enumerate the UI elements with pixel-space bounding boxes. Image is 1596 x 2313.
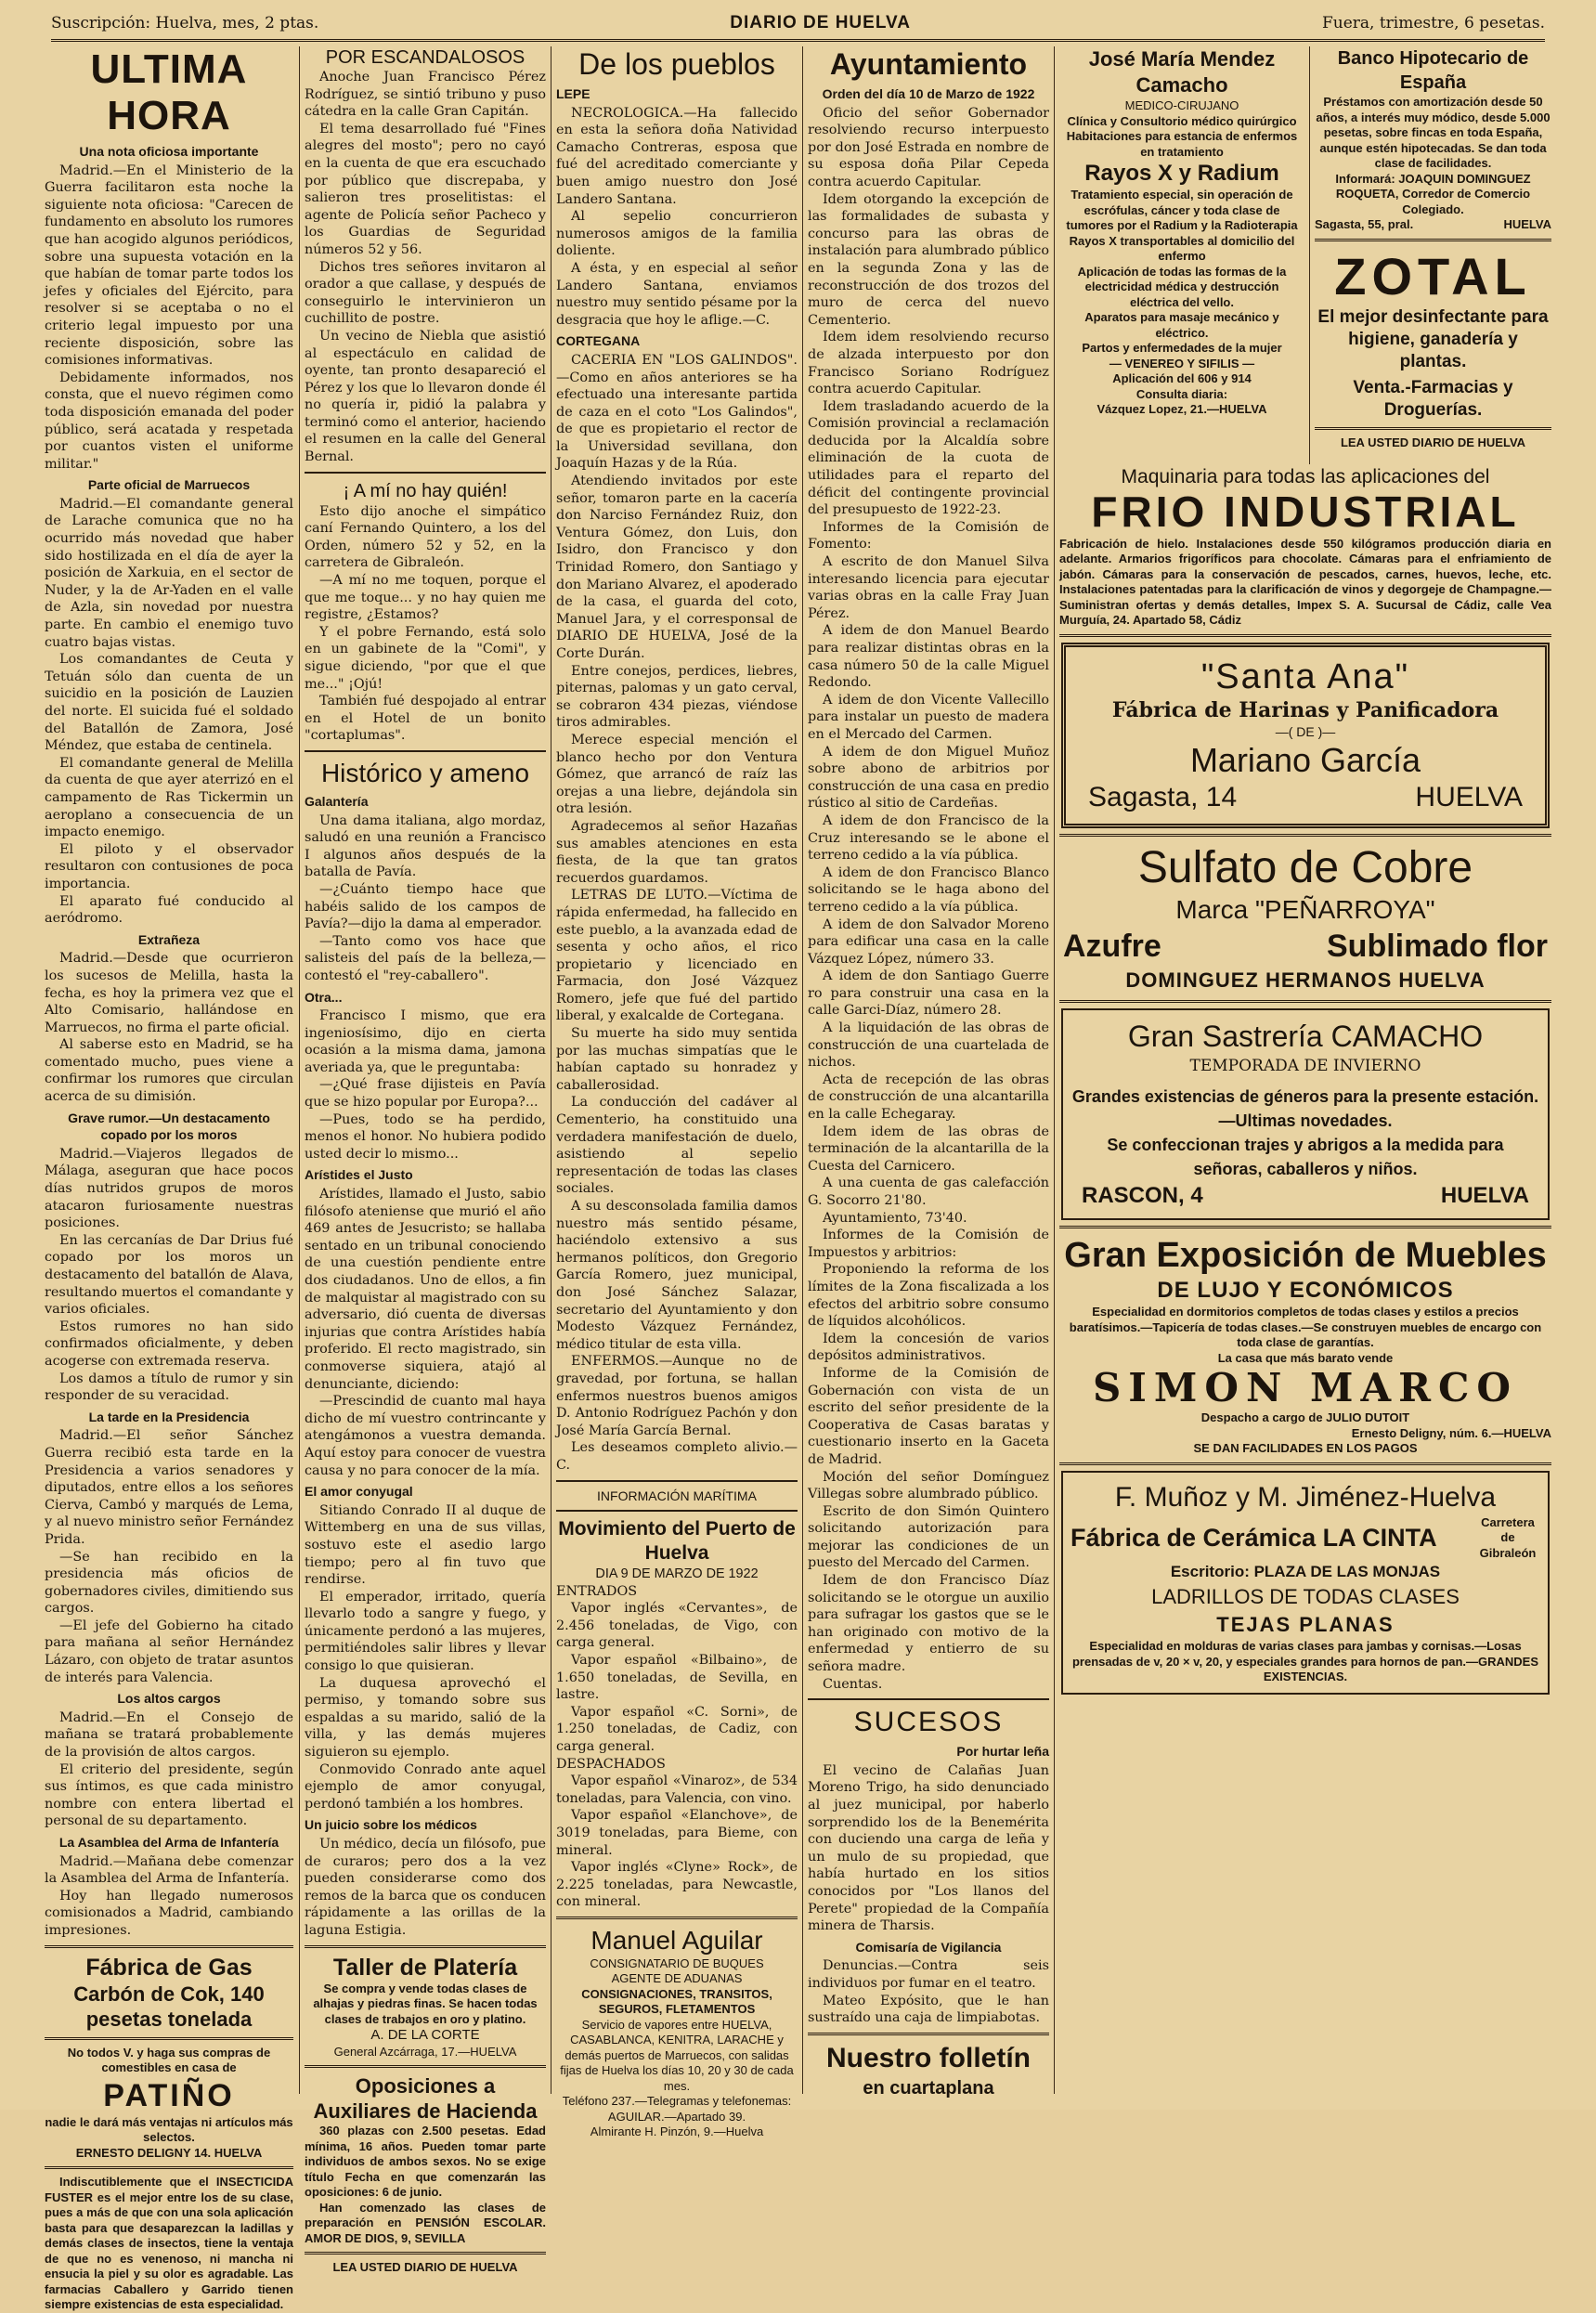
column-6-top (1315, 46, 1551, 455)
ad-ceramica-tejas: TEJAS PLANAS (1216, 1613, 1395, 1637)
section-title: SUCESOS (853, 1707, 1004, 1738)
ad-santa-ana-address: Sagasta, 14 (1088, 782, 1238, 813)
ad-patino-intro: No todos V. y haga sus compras de comestibles en casa de (67, 2045, 271, 2075)
ad-muebles-sub: DE LUJO Y ECONÓMICOS (1157, 1278, 1454, 1304)
article-paragraph: El comandante general de Melilla da cuenta de que ayer aterrizó en el campamento de Ras Tickermin un aeroplano a consecuencia de un impacto enemigo. (45, 755, 293, 840)
article-paragraph: Debidamente informados, nos consta, que el nuevo régimen como toda disposición emanada del poder público, será acatada y respetada por cuantos visten el uniforme militar." (45, 370, 293, 472)
article-paragraph: —A mí no me toquen, porque el que me toque... y no hay quien me registre, ¿Estamos? (305, 573, 546, 623)
article-paragraph: Idem trasladando acuerdo de la Comisión provincial a reclamación deducida por la Alcaldía sobre eliminación de la cuota de utilidades para el reparto del déficit del contingente provincial del presupuesto de 1922-23. (808, 398, 1049, 518)
ad-patino-address: ERNESTO DELIGNY 14. HUELVA (75, 2145, 263, 2160)
ad-mendez-line: Habitaciones para estancia de enfermos en tratamiento (1066, 129, 1298, 159)
article-paragraph: Madrid.—En el Ministerio de la Guerra facilitaron esta noche la siguiente nota oficiosa: "Carecen de fundamento en absoluto los rumores que han acogido algunos periódicos, sobre una supuesta votación en la que habían de tomar parte todos los jefes y oficiales del Ejército, para resolver si se aceptaba o no el criterio legal impuesto por una reciente disposición, sobre las comisiones informativas. (45, 162, 293, 369)
ad-aguilar-tel: Teléfono 237.—Telegramas y telefonemas: AGUILAR.—Apartado 39. (562, 2094, 792, 2124)
ad-ceramica-office: Escritorio: PLAZA DE LAS MONJAS (1170, 1563, 1441, 1581)
ad-santa-ana-owner: Mariano García (1189, 741, 1421, 780)
ad-zotal-body: El mejor desinfectante para higiene, ganadería y plantas. (1317, 306, 1549, 371)
ad-mendez-line: — VENEREO Y SIFILIS — (1109, 356, 1255, 370)
ad-ceramica (1061, 1471, 1550, 1695)
ad-patino-name: PATIÑO (103, 2077, 235, 2113)
ad-banco-body: Préstamos con amortización desde 50 años, a interés muy módico, desde 5.000 pesetas, sobre fincas en toda España, aunque estén hipotecadas. Se dan toda clase de facilidades. (1316, 95, 1551, 170)
ad-muebles-line: Ernesto Deligny, núm. 6.—HUELVA (1351, 1425, 1551, 1440)
ad-camacho-season: TEMPORADA DE INVIERNO (1189, 1057, 1421, 1076)
column-5-top (1059, 46, 1304, 455)
subheading: Arístides el Justo (305, 1167, 413, 1183)
column-1 (45, 46, 293, 2312)
footer-lea-usted: LEA USTED DIARIO DE HUELVA (332, 2260, 518, 2275)
ad-muebles-line: SE DAN FACILIDADES EN LOS PAGOS (1193, 1441, 1418, 1456)
article-paragraph: Proponiendo la reforma de los límites de la Zona fiscalizada a los efectos del arbitrio sobre consumo de líquidos alcohólicos. (808, 1262, 1049, 1330)
article-paragraph: —Pues, todo se ha perdido, menos el honor. No hubiera podido usted decir lo mismo... (305, 1111, 546, 1162)
port-entry: Vapor inglés «Cervantes», de 2.456 toneladas, de Vigo, con carga general. (556, 1601, 798, 1651)
column-4 (808, 46, 1049, 2099)
column-2 (305, 46, 546, 2275)
subheading: Otra... (305, 989, 343, 1005)
article-paragraph: Idem idem de las obras de terminación de la alcantarilla de la Cuesta del Carnicero. (808, 1124, 1049, 1174)
article-title: POR ESCANDALOSOS (325, 47, 526, 68)
article-paragraph: Idem de don Francisco Díaz solicitando se le otorgue un auxilio para sufragar los gastos que se le han originado con motivo de la enfermedad y entierro de su señora madre. (808, 1573, 1049, 1675)
article-paragraph: A escrito de don Manuel Silva interesando licencia para ejecutar varias obras en la calle Fray Juan Pérez. (808, 554, 1049, 621)
masthead (51, 7, 1545, 42)
subheading: Orden del día 10 de Marzo de 1922 (822, 86, 1035, 101)
right-ads-block (1059, 466, 1551, 2094)
ad-oposiciones-body2: Han comenzado las clases de preparación en PENSIÓN ESCOLAR. AMOR DE DIOS, 9, SEVILLA (305, 2200, 546, 2245)
section-title: Histórico y ameno (320, 758, 530, 787)
article-paragraph: Merece especial mención el blanco hecho por don Ventura Gómez, que arrancó de raíz las orejas a una liebre, dejándola sin otra lesión. (556, 732, 798, 817)
article-paragraph: Ayuntamiento, 73'40. (823, 1210, 967, 1226)
port-title: Movimiento del Puerto de Huelva (558, 1518, 796, 1565)
article-paragraph: Madrid.—Viajeros llegados de Málaga, aseguran que hace pocos días nutridos grupos de moros atacaron furiosamente nuestras posiciones. (45, 1146, 293, 1231)
ad-sulfato-sublimado: Sublimado flor (1327, 929, 1548, 965)
ad-santa-ana-city: HUELVA (1415, 782, 1523, 813)
ad-mendez-name: José María Mendez Camacho (1088, 47, 1276, 97)
ad-mendez-line: Aplicación del 606 y 914 (1112, 371, 1252, 385)
article-paragraph: El criterio del presidente, según sus íntimos, es que cada ministro nombre con entera libertad el personal de su departamento. (45, 1761, 293, 1829)
article-paragraph: —Se han recibido en la presidencia más oficios de gobernadores civiles, dimitiendo sus cargos. (45, 1549, 293, 1617)
ad-mendez-line: MEDICO-CIRUJANO (1124, 98, 1239, 112)
article-paragraph: En las cercanías de Dar Drius fué copado por los moros un destacamento del batallón de Alava, resultando muertos el comandante y varios oficiales. (45, 1232, 293, 1318)
ad-santa-ana-name: "Santa Ana" (1200, 656, 1410, 696)
section-title: Ayuntamiento (829, 47, 1028, 81)
article-paragraph: Arístides, llamado el Justo, sabio filósofo ateniense que murió el año 469 antes de Jesucristo; se hallaba sentado en un tribunal conociendo de una cuestión pendiente entre dos ciudadanos. Uno de ellos, a fin de malquistar al magistrado con su adversario, dió cuenta de diversas injurias que contra Arístides había proferido. El recto magistrado, sin conmoverse siquiera, atajó al denunciante, diciendo: (305, 1187, 546, 1392)
article-paragraph: Dichos tres señores invitaron al orador a que callase, y después de conseguirlo le intervinieron un cuchillito de postre. (305, 259, 546, 327)
ad-sulfato-azufre: Azufre (1063, 929, 1161, 965)
subheading: Un juicio sobre los médicos (305, 1817, 477, 1833)
ad-mendez-line: Aparatos para masaje mecánico y eléctrico. (1084, 310, 1279, 340)
ad-aguilar-line: AGENTE DE ADUANAS (611, 1971, 743, 1986)
article-paragraph: Sitiando Conrado II al duque de Wittemberg en una de sus villas, sostuvo este el asedio largo tiempo; pero al fin tuvo que rendirse. (305, 1502, 546, 1588)
article-title: ¡ A mí no hay quién! (343, 480, 508, 501)
port-entry: Vapor español «C. Sorni», de 1.250 toneladas, de Cadiz, con carga general. (556, 1704, 798, 1755)
article-paragraph: A idem de don Francisco Blanco solicitando se le haga abono del terreno cedido a la vía pública. (808, 864, 1049, 915)
column-3 (556, 46, 798, 2139)
ad-oposiciones-title: Oposiciones a Auxiliares de Hacienda (313, 2074, 538, 2124)
ad-camacho (1061, 1008, 1550, 1220)
subscription-local: Suscripción: Huelva, mes, 2 ptas. (51, 14, 319, 32)
ad-folletin-sub: en cuartaplana (863, 2077, 994, 2099)
ad-plateria-title: Taller de Platería (332, 1954, 518, 1981)
ad-santa-ana-line: Fábrica de Harinas y Panificadora (1111, 697, 1499, 722)
port-entry: Vapor español «Vinaroz», de 534 toneladas, para Valencia, con vino. (556, 1774, 798, 1806)
article-paragraph: Madrid.—En el Consejo de mañana se tratará probablemente de la provisión de altos cargos. (45, 1709, 293, 1761)
article-paragraph: Los damos a título de rumor y sin responder de su veracidad. (45, 1371, 293, 1404)
subheading: Por hurtar leña (956, 1744, 1049, 1760)
ad-banco-address: Sagasta, 55, pral. (1315, 217, 1414, 231)
article-paragraph: Al sepelio concurrieron numerosos amigos de la familia doliente. (556, 209, 798, 259)
article-paragraph: Madrid.—Desde que ocurrieron los sucesos de Melilla, hasta la fecha, es hoy la primera vez que el Alto Comisario, hallándose en Marruecos, no firma el parte oficial. (45, 951, 293, 1035)
port-heading: ENTRADOS (556, 1583, 638, 1599)
article-paragraph: El piloto y el observador resultaron con contusiones de poca importancia. (45, 841, 293, 891)
ad-zotal-body2: Venta.-Farmacias y Droguerías. (1353, 377, 1513, 420)
section-title: De los pueblos (578, 47, 775, 81)
ad-camacho-address: RASCON, 4 (1082, 1183, 1203, 1209)
ad-camacho-title: Gran Sastrería CAMACHO (1127, 1020, 1484, 1054)
article-paragraph: —¿Qué frase dijisteis en Pavía que se hizo popular por Europa?... (305, 1077, 546, 1111)
section-heading: INFORMACIÓN MARÍTIMA (597, 1488, 757, 1503)
ad-muebles-line: Despacho a cargo de JULIO DUTOIT (1200, 1410, 1410, 1425)
ad-patino-body: nadie le dará más ventajas ni artículos más selectos. (45, 2114, 293, 2145)
article-paragraph: También fué despojado al entrar en el Hotel de un bonito "cortaplumas". (305, 694, 546, 744)
article-paragraph: Informe de la Comisión de Gobernación con vista de un escrito del señor presidente de la Cooperativa de Casas baratas y cuestionario inserto en la Gaceta de Madrid. (808, 1365, 1049, 1467)
article-paragraph: Madrid.—El señor Sánchez Guerra recibió esta tarde en la Presidencia a varios senadores y diputados, entre ellos a los señores Cierva, Cambó y marqués de Lema, y al nuevo ministro señor Fernández Prida. (45, 1428, 293, 1547)
ad-plateria-body: Se compra y vende todas clases de alhajas y piedras finas. Se hacen todas clases de trabajos en oro y platino. (313, 1981, 538, 2026)
subheading: Parte oficial de Marruecos (87, 477, 251, 493)
ad-santa-ana (1061, 643, 1550, 829)
ad-frio-big: FRIO INDUSTRIAL (1091, 487, 1520, 536)
article-paragraph: A la liquidación de las obras de construcción de una cuartelada de nichos. (808, 1020, 1049, 1071)
ad-ceramica-factory: Fábrica de Cerámica LA CINTA (1070, 1524, 1437, 1553)
article-paragraph: Entre conejos, perdices, liebres, piternas, palomas y un gato cerval, se cobraron 434 piezas, viéndose tiros admirables. (556, 663, 798, 731)
ad-aguilar-body: Servicio de vapores entre HUELVA, CASABLANCA, KENITRA, LARACHE y demás puertos de Marruecos, con salidas fijas de Huelva los días 10, 20 y 30 de cada mes. (560, 2017, 794, 2093)
article-paragraph: Madrid.—El comandante general de Larache comunica que no ha ocurrido más novedad que haber sido hostilizada en el día de ayer la posición de Xarkuia, en el sector de Nuder, y la de Ar-Yaden en el valle de Azla, sin novedad por nuestra parte. En cambio el enemigo tuvo cuatro bajas vistas. (45, 496, 293, 650)
article-paragraph: La conducción del cadáver al Cementerio, ha constituido una verdadera manifestación de duelo, asistiendo al sepelio representación de todas las clases sociales. (556, 1095, 798, 1197)
port-heading: DESPACHADOS (556, 1756, 666, 1772)
article-paragraph: El vecino de Calañas Juan Moreno Trigo, ha sido denunciado al juez municipal, por haberlo sorprendido los de la Benemérita con duciendo una carga de leña y un mulo de su propiedad, que había hurtado en los sitios conocidos por "Los llanos del Perete" propiedad de la Compañía minera de Tharsis. (808, 1762, 1049, 1934)
article-paragraph: A idem de don Miguel Muñoz sobre abono de arbitrios por construcción de una casa en predio rústico al sitio de Cardeñas. (808, 744, 1049, 812)
ad-ceramica-road: Carretera de Gibraleón (1479, 1514, 1537, 1560)
ad-gas-body: Carbón de Cok, 140 pesetas tonelada (73, 1982, 265, 2031)
article-paragraph: Escrito de don Simón Quintero solicitando autorización para mejorar las condiciones de un puesto del Mercado del Carmen. (808, 1503, 1049, 1571)
article-paragraph: ENFERMOS.—Aunque no de gravedad, por fortuna, se hallan enfermos nuestros buenos amigos D. Antonio Rodríguez Pachón y don José María García Bernal. (556, 1354, 798, 1438)
article-paragraph: —Tanto como vos hace que salisteis del país de la belleza,—contestó el "rey-caballero". (305, 933, 546, 983)
port-entry: Vapor español «Elanchove», de 3019 toneladas, para Bieme, con mineral. (556, 1808, 798, 1858)
newspaper-title: DIARIO DE HUELVA (730, 13, 911, 32)
article-paragraph: Conmovido Conrado ante aquel ejemplo de amor conyugal, perdonó también a los hombres. (305, 1761, 546, 1812)
ad-plateria-name: A. DE LA CORTE (370, 2027, 480, 2044)
ad-ceramica-body: Especialidad en molduras de varias clases para jambas y cornisas.—Losas prensadas de v, 20 × v, 20, y especiales grandes para hornos de pan.—GRANDES EXISTENCIAS. (1071, 1639, 1539, 1684)
article-paragraph: Un médico, decía un filósofo, pue de curaros; pero dos a la vez pueden considerarse como dos remos de la barca que os conducen rápidamente a las orillas de la laguna Estigia. (305, 1837, 546, 1938)
ad-sulfato-sellers: DOMINGUEZ HERMANOS HUELVA (1125, 968, 1486, 993)
ad-banco-title: Banco Hipotecario de España (1337, 48, 1529, 93)
article-paragraph: A su desconsolada familia damos nuestro más sentido pésame, haciéndolo extensivo a sus hermanos políticos, don Gregorio García Romero, juez municipal, don José Sánchez Salazar, secretario del Ayuntamiento y don Modesto Vázquez Fernández, médico titular de esta villa. (556, 1199, 798, 1352)
article-paragraph: Agradecemos al señor Hazañas sus amables atenciones en esta fiesta, de la que tan gratos recuerdos guardamos. (556, 818, 798, 886)
article-paragraph: Cuentas. (823, 1676, 883, 1692)
article-paragraph: Denuncias.—Contra seis individuos por fumar en el teatro. (808, 1958, 1049, 1991)
article-paragraph: A idem de don Santiago Guerre ro para construir una casa en la calle Garci-Díaz, número 28. (808, 968, 1049, 1019)
subscription-outside: Fuera, trimestre, 6 pesetas. (1321, 14, 1545, 32)
article-paragraph: Madrid.—Mañana debe comenzar la Asamblea del Arma de Infantería. (45, 1853, 293, 1887)
ad-frio-body: Fabricación de hielo. Instalaciones desde 550 kilógramos producción diaria en adelante. Armarios frigoríficos para chocolate. Cámaras para el enfriamiento de jabón. Cámaras para la conservación de pescados, carnes, huevos, leche, etc. Instalaciones patentadas para la clarificación de vinos y degorgeje de Champagne.—Suministran ofertas y demás detalles, Impex S. A. Sucursal de Cádiz, calle Vea Murguía, 24. Apartado 58, Cádiz (1059, 536, 1551, 628)
article-paragraph: Idem otorgando la excepción de las formalidades de subasta y concurso para las obras de instalación para alumbrado público en la segunda Zona y las de reconstrucción de dos trozos del muro de cerca del nuevo Cementerio. (808, 191, 1049, 328)
article-paragraph: —Prescindid de cuanto mal haya dicho de mí vuestro contrincante y atengámonos a vuestra demanda. Aquí estoy para conocer de vuestra causa y no para conocer de la mía. (305, 1394, 546, 1478)
ad-mendez-line: Tratamiento especial, sin operación de escrófulas, cáncer y toda clase de tumores por el Radium y la Radioterapia (1066, 188, 1298, 232)
ad-mendez-line: Vázquez Lopez, 21.—HUELVA (1096, 402, 1267, 416)
subheading: La Asamblea del Arma de Infantería (58, 1835, 279, 1850)
ad-mendez-rayos: Rayos X y Radium (1084, 161, 1279, 186)
ad-plateria-address: General Azcárraga, 17.—HUELVA (333, 2044, 517, 2059)
article-paragraph: Idem idem resolviendo recurso de alzada interpuesto por don Francisco Soriano Rodríguez contra acuerdo Capitular. (808, 330, 1049, 397)
ad-muebles-body: Especialidad en dormitorios completos de todas clases y estilos a precios baratísimos.—Tapicería de todas clases.—Se construyen muebles de encargo con toda clase de garantías. (1069, 1305, 1542, 1350)
subheading: Galantería (305, 793, 369, 809)
article-paragraph: Atendiendo invitados por este señor, tomaron parte en la cacería don Narciso Fernández Ruiz, don Ventura Gómez, don Luis, don Isidro, don Francisco y don Trinidad Romero, don Santiago y don Mariano Alvarez, el apoderado de la casa, el guarda del coto, Manuel Jara, y el corresponsal de DIARIO DE HUELVA, José de la Corte Durán. (556, 474, 798, 661)
article-paragraph: Les deseamos completo alivio.—C. (556, 1440, 798, 1473)
ad-mendez-line: Rayos X transportables al domicilio del enfermo (1069, 233, 1295, 263)
ad-gas-title: Fábrica de Gas (85, 1954, 253, 1981)
article-paragraph: LETRAS DE LUTO.—Víctima de rápida enfermedad, ha fallecido en este pueblo, a la avanzada edad de sesenta y ocho años, el rico propietario y licenciado en Farmacia, don José Vázquez Romero, jefe que fué del partido liberal, y exalcalde de Cortegana. (556, 888, 798, 1024)
port-entry: Vapor español «Bilbaino», de 1.650 toneladas, de Sevilla, en lastre. (556, 1653, 798, 1703)
article-paragraph: NECROLOGICA.—Ha fallecido en esta la señora doña Natividad Camacho Contreras, esposa que fué del acreditado comerciante y buen amigo nuestro don José Landero Santana. (556, 105, 798, 207)
ad-muebles-brand: SIMON MARCO (1092, 1365, 1519, 1411)
ad-banco-info: Informará: JOAQUIN DOMINGUEZ ROQUETA, Corredor de Comercio Colegiado. (1335, 171, 1531, 216)
ad-camacho-body2: Se confeccionan trajes y abrigos a la medida para señoras, caballeros y niños. (1107, 1136, 1504, 1179)
subheading: El amor conyugal (305, 1484, 413, 1500)
ad-camacho-city: HUELVA (1440, 1183, 1529, 1209)
port-entry: Vapor inglés «Clyne» Rock», de 2.225 toneladas, para Newcastle, con mineral. (556, 1860, 798, 1910)
ad-oposiciones-body: 360 plazas con 2.500 pesetas. Edad mínima, 16 años. Pueden tomar parte individuos de ambos sexos. No se exige título Fecha en que comenzarán las oposiciones: 6 de junio. (305, 2124, 546, 2200)
ad-sulfato-brand: Marca "PEÑARROYA" (1175, 895, 1435, 925)
ad-banco-city: HUELVA (1503, 217, 1551, 231)
footer-lea-usted: LEA USTED DIARIO DE HUELVA (1340, 435, 1526, 449)
article-paragraph: Estos rumores no han sido confirmados oficialmente, y deben acogerse con extremada reserva. (45, 1319, 293, 1369)
article-paragraph: Y el pobre Fernando, está solo en un gabinete de la "Comi", y sigue diciendo, "por que el que me..." ¡Ojú! (305, 624, 546, 692)
article-paragraph: —El jefe del Gobierno ha citado para mañana al señor Hernández Lázaro, con objeto de tratar asuntos de interés para Valencia. (45, 1618, 293, 1685)
ad-sulfato-title: Sulfato de Cobre (1137, 843, 1473, 893)
port-date: DIA 9 DE MARZO DE 1922 (595, 1566, 759, 1582)
article-paragraph: Mateo Expósito, que le han sustraído una caja de limpiabotas. (808, 1993, 1049, 2026)
article-paragraph: Idem la concesión de varios depósitos administrativos. (808, 1331, 1049, 1364)
town-heading: CORTEGANA (556, 333, 641, 349)
ad-insecticida: Indiscutiblemente que el INSECTICIDA FUSTER es el mejor entre los de su clase, pues a más de que con una sola aplicación basta para que desaparezcan la ladillas y demás clases de insectos, tiene la ventaja de que no es venenoso, ni mancha ni ensucia la piel y su olor es agradable. Las farmacias Caballero y Garrido tienen siempre existencias de esta especialidad. (45, 2175, 293, 2312)
ad-mendez-line: Aplicación de todas las formas de la electricidad médica y destrucción eléctrica del vello. (1077, 264, 1287, 309)
article-paragraph: A idem de don Salvador Moreno para edificar una casa en la calle Vázquez López, número 33. (808, 916, 1049, 967)
ad-mendez-line: Consulta diaria: (1135, 386, 1228, 401)
article-paragraph: Los comandantes de Ceuta y Tetuán sólo dan cuenta de un suicidio en la posición de Lauzien del norte. El suicida fué el soldado del Batallón de Zamora, José Méndez, que estaba de centinela. (45, 652, 293, 754)
ad-ceramica-ladrillos: LADRILLOS DE TODAS CLASES (1151, 1585, 1460, 1609)
subheading: Extrañeza (137, 931, 201, 947)
article-paragraph: Anoche Juan Francisco Pérez Rodríguez, se sintió tribuno y puso cátedra en la calle Gran Capitán. (305, 70, 546, 120)
article-paragraph: Moción del señor Domínguez Villegas sobre alumbrado público. (808, 1469, 1049, 1502)
article-paragraph: —¿Cuánto tiempo hace que habéis salido de los campos de Pavía?—dijo la dama al emperador. (305, 881, 546, 932)
ad-aguilar-address: Almirante H. Pinzón, 9.—Huelva (590, 2125, 764, 2139)
article-paragraph: Esto dijo anoche el simpático caní Fernando Quintero, a los del Orden, número 52 y 52, en la carretera de Gibraleón. (305, 503, 546, 571)
article-paragraph: Informes de la Comisión de Fomento: (808, 519, 1049, 552)
ad-mendez-line: Clínica y Consultorio médico quirúrgico (1067, 113, 1297, 128)
article-paragraph: Informes de la Comisión de Impuestos y arbitrios: (808, 1228, 1049, 1260)
subheading: La tarde en la Presidencia (88, 1409, 250, 1424)
ad-santa-ana-line: —( DE )— (1275, 723, 1336, 739)
article-paragraph: A idem de don Vicente Vallecillo para instalar un puesto de madera en el Mercado del Carmen. (808, 692, 1049, 742)
subheading: Comisaría de Vigilancia (855, 1939, 1002, 1955)
ad-aguilar-line: CONSIGNATARIO DE BUQUES (590, 1956, 764, 1970)
ad-aguilar-name: Manuel Aguilar (590, 1925, 763, 1955)
ad-muebles-slogan: La casa que más barato vende (1217, 1350, 1394, 1365)
article-paragraph: El aparato fué conducido al aeródromo. (45, 893, 293, 927)
article-paragraph: Francisco I mismo, que era ingeniosísimo, dijo en cierta ocasión a la misma dama, jamona averiada ya, que le preguntaba: (305, 1008, 546, 1075)
headline-ultima-hora: ULTIMA HORA (90, 46, 248, 138)
article-paragraph: A ésta, y en especial al señor Landero Santana, enviamos nuestro muy sentido pésame por la desgracia que hoy le aflige.—C. (556, 260, 798, 328)
article-paragraph: CACERIA EN "LOS GALINDOS".—Como en años anteriores se ha efectuado una interesante partida de caza en el coto "Los Galindos", de que es propietario el rector de la Universidad sevillana, don Joaquín Hazas y de la Rúa. (556, 352, 798, 472)
article-paragraph: El tema desarrollado fué "Fines alegres del mosto"; pero no cayó en la cuenta de que era escuchado por público que discrepaba, y salieron tres proselitistas: el agente de Policía señor Pacheco y los Guardias de Seguridad números 52 y 56. (305, 121, 546, 257)
ad-ceramica-owners: F. Muñoz y M. Jiménez-Huelva (1114, 1481, 1497, 1513)
town-heading: LEPE (556, 86, 590, 101)
subheading: Los altos cargos (117, 1691, 221, 1707)
article-paragraph: La duquesa aprovechó el permiso, y tomando sobre sus espaldas a su marido, salió de la villa, y las demás mujeres siguieron su ejemplo. (305, 1675, 546, 1761)
subheading: Grave rumor.—Un destacamento copado por los moros (68, 1110, 270, 1143)
subheading: Una nota oficiosa importante (79, 144, 259, 159)
article-paragraph: Oficio del señor Gobernador resolviendo recurso interpuesto por don José Estrada en nombre de su esposa doña Pilar Cepeda contra acuerdo Capitular. (808, 105, 1049, 189)
article-paragraph: Al saberse esto en Madrid, se ha comentado mucho, pues viene a confirmar los rumores que circulan acerca de su dimisión. (45, 1037, 293, 1105)
article-paragraph: A idem de don Manuel Beardo para realizar distintas obras en la casa número 50 de la calle Miguel Redondo. (808, 623, 1049, 691)
ad-folletin-title: Nuestro folletín (825, 2042, 1031, 2073)
article-paragraph: Un vecino de Niebla que asistió al espectáculo en calidad de oyente, tan pronto desapareció el Pérez y los que lo llevaron donde él no quería ir, pidió la palabra y terminó como el anterior, haciendo el resumen en la calle del General Bernal. (305, 328, 546, 465)
ad-muebles-title: Gran Exposición de Muebles (1064, 1236, 1547, 1276)
article-paragraph: El emperador, irritado, quería llevarlo todo a sangre y fuego, y únicamente perdonó a las mujeres, permitiéndoles salir libres y llevar consigo lo que quisieran. (305, 1589, 546, 1674)
article-paragraph: Hoy han llegado numerosos comisionados a Madrid, cambiando impresiones. (45, 1888, 293, 1938)
article-paragraph: Su muerte ha sido muy sentida por las muchas simpatías que le habían captado su honradez y caballerosidad. (556, 1026, 798, 1093)
ad-zotal-title: ZOTAL (1334, 246, 1532, 305)
article-paragraph: Acta de recepción de las obras de construcción de una alcantarilla en la calle Echegaray. (808, 1072, 1049, 1123)
article-paragraph: A una cuenta de gas calefacción G. Socorro 21'80. (808, 1176, 1049, 1208)
article-paragraph: A idem de don Francisco de la Cruz interesando se le abone el terreno cedido a la vía pública. (808, 812, 1049, 864)
ad-mendez-line: Partos y enfermedades de la mujer (1082, 341, 1282, 355)
ad-frio-title: Maquinaria para todas las aplicaciones del (1121, 466, 1490, 487)
article-paragraph: Una dama italiana, algo mordaz, saludó en una reunión a Francisco I algunos años después de la batalla de Pavía. (305, 812, 546, 880)
ad-camacho-body: Grandes existencias de géneros para la presente estación.—Ultimas novedades. (1071, 1087, 1539, 1131)
ad-aguilar-line: CONSIGNACIONES, TRANSITOS, SEGUROS, FLETAMENTOS (581, 1986, 772, 2017)
